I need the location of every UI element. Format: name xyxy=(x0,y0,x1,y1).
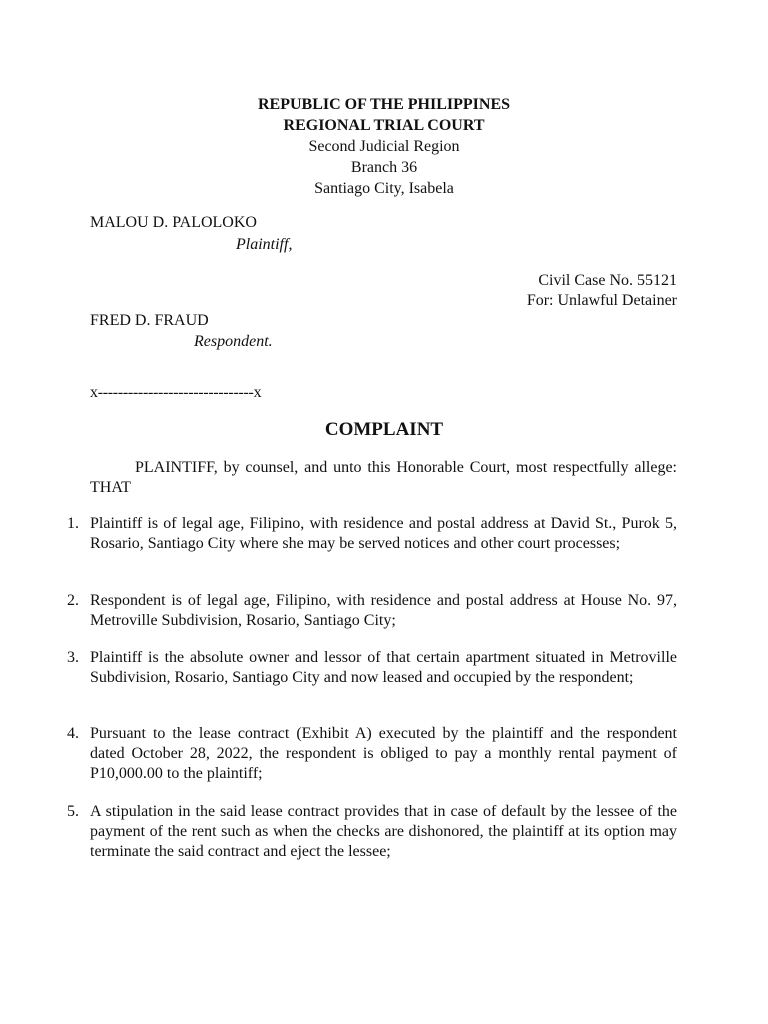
caption-separator: x-------------------------------x xyxy=(90,384,262,401)
item-number: 4. xyxy=(67,725,79,742)
header-republic: REPUBLIC OF THE PHILIPPINES xyxy=(257,96,511,113)
intro-paragraph: PLAINTIFF, by counsel, and unto this Honorable Court, most respectfully allege: THAT xyxy=(90,459,677,496)
item-number: 3. xyxy=(67,649,79,666)
case-number: Civil Case No. 55121 xyxy=(538,272,677,289)
case-nature: For: Unlawful Detainer xyxy=(526,292,677,309)
respondent-role: Respondent. xyxy=(194,333,273,350)
header-branch: Branch 36 xyxy=(350,159,418,176)
allegation-item: Pursuant to the lease contract (Exhibit A) executed by the plaintiff and the respondent dated October 28, 2022, the respondent is obliged to pay a monthly rental payment of P10,000.00 to the plaintiff; xyxy=(90,725,677,782)
allegation-item: Plaintiff is of legal age, Filipino, with residence and postal address at David St., Purok 5, Rosario, Santiago City where she may be served notices and other court processes; xyxy=(90,515,677,552)
header-location: Santiago City, Isabela xyxy=(314,180,454,197)
item-number: 5. xyxy=(67,803,79,820)
allegation-item: A stipulation in the said lease contract provides that in case of default by the lessee of the payment of the rent such as when the checks are dishonored, the plaintiff at its option may terminate the said contract and eject the lessee; xyxy=(90,803,677,860)
plaintiff-name: MALOU D. PALOLOKO xyxy=(90,214,257,231)
header-court: REGIONAL TRIAL COURT xyxy=(283,117,485,134)
court-header xyxy=(0,94,768,199)
plaintiff-role: Plaintiff, xyxy=(236,236,293,253)
item-number: 1. xyxy=(67,515,79,532)
respondent-name: FRED D. FRAUD xyxy=(90,312,209,329)
item-number: 2. xyxy=(67,592,79,609)
document-title: COMPLAINT xyxy=(324,419,444,440)
header-region: Second Judicial Region xyxy=(308,138,460,155)
allegation-item: Plaintiff is the absolute owner and lessor of that certain apartment situated in Metroville Subdivision, Rosario, Santiago City and now leased and occupied by the respondent; xyxy=(90,649,677,686)
allegation-item: Respondent is of legal age, Filipino, with residence and postal address at House No. 97, Metroville Subdivision, Rosario, Santiago City; xyxy=(90,592,677,629)
